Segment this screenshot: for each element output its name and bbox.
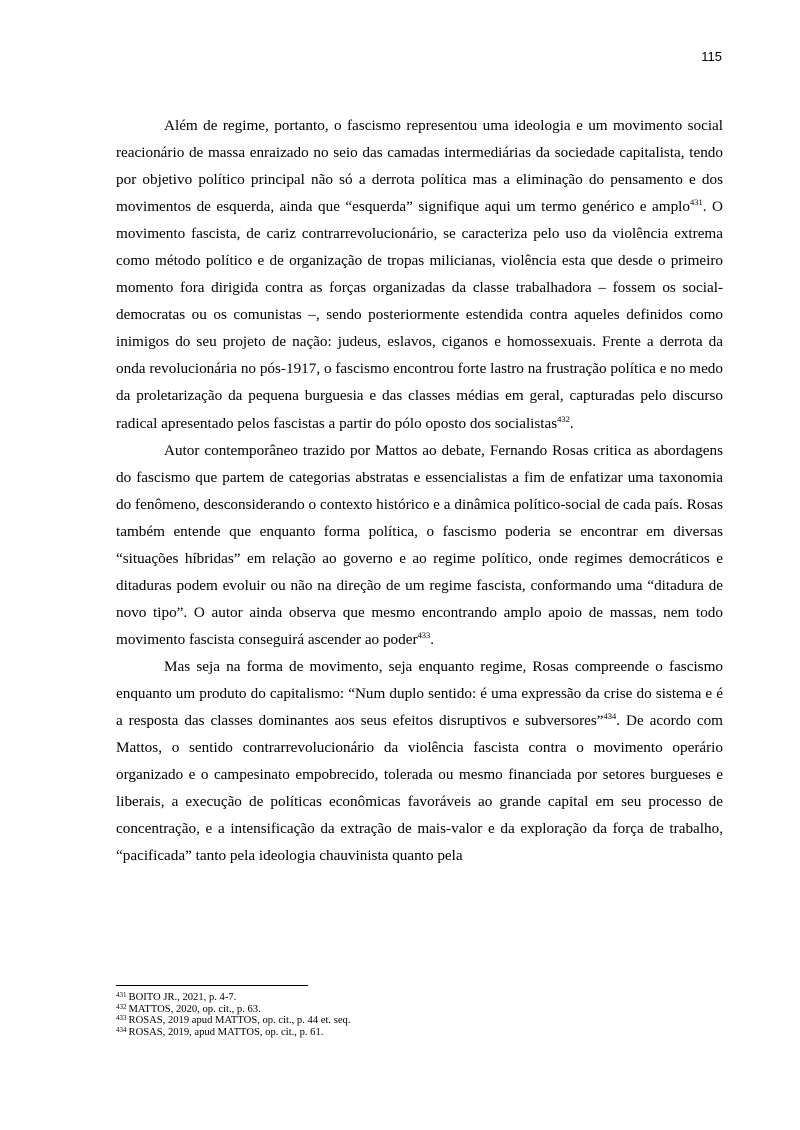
text-run: . De acordo com Mattos, o sentido contrarrevolucionário da violência fascista contra o movimento operário organizado e o campesinato empobrecido, tolerada ou mesmo financiada por setores burgueses e liberais, a execução de políticas econômicas favoráveis ao grande capital em seu processo de concentração, e a intensificação da extração de mais-valor e da exploração da força de trabalho, “pacificada” tanto pela ideologia chauvinista quanto pela xyxy=(116,712,723,865)
footnote xyxy=(116,992,723,1004)
footnotes xyxy=(116,992,723,1039)
footnote-number: 431 xyxy=(116,991,127,999)
footnote-reference[interactable]: 431 xyxy=(690,197,703,208)
footnote xyxy=(116,1027,723,1039)
footnote-text: ROSAS, 2019, apud MATTOS, op. cit., p. 61. xyxy=(128,1027,324,1039)
paragraph xyxy=(116,437,723,653)
footnote-number: 432 xyxy=(116,1002,127,1011)
paragraph xyxy=(116,653,723,869)
footnote-reference[interactable]: 434 xyxy=(603,711,617,722)
footnote-text: BOITO JR., 2021, p. 4-7. xyxy=(128,992,237,1003)
footnote xyxy=(116,1015,723,1027)
body-text xyxy=(116,112,723,869)
text-run: Mas seja na forma de movimento, seja enquanto regime, Rosas compreende o fascismo enquanto um produto do capitalismo: “Num duplo sentido: é uma expressão da crise do sistema e é a resposta das classes dominantes aos seus efeitos disruptivos e subversores” xyxy=(116,657,723,730)
text-run: . O movimento fascista, de cariz contrarrevolucionário, se caracteriza pelo uso da violência extrema como método político e de organização de tropas milicianas, violência esta que desde o primeiro momento fora dirigida contra as forças organizadas da classe trabalhadora – fossem os social-democratas ou os comunistas –, sendo posteriormente estendida contra aqueles definidos como inimigos do seu projeto de nação: judeus, eslavos, ciganos e homossexuais. Frente a derrota da onda revolucionária no pós-1917, o fascismo encontrou forte lastro na frustração política e no medo da proletarização da pequena burguesia e das classes médias em geral, capturadas pelo discurso radical apresentado pelos fascistas a partir do pólo oposto dos socialistas xyxy=(116,198,723,432)
text-run: Além de regime, portanto, o fascismo representou uma ideologia e um movimento social reacionário de massa enraizado no seio das camadas intermediárias da sociedade capitalista, tendo por objetivo político principal não só a derrota política mas a eliminação do pensamento e dos movimentos de esquerda, ainda que “esquerda” signifique aqui um termo genérico e amplo xyxy=(116,117,723,216)
footnote-text: ROSAS, 2019 apud MATTOS, op. cit., p. 44 et. seq. xyxy=(128,1015,351,1027)
footnote xyxy=(116,1004,723,1016)
footnote-reference[interactable]: 432 xyxy=(557,413,570,424)
footnote-reference[interactable]: 433 xyxy=(417,629,431,640)
footnote-number: 433 xyxy=(116,1014,127,1023)
page-number: 115 xyxy=(701,49,722,64)
footnote-separator xyxy=(116,985,308,986)
text-run: . xyxy=(430,630,435,648)
paragraph xyxy=(116,112,723,437)
footnote-number: 434 xyxy=(116,1026,127,1035)
text-run: . xyxy=(569,414,574,432)
footnote-text: MATTOS, 2020, op. cit., p. 63. xyxy=(128,1003,261,1015)
text-run: Autor contemporâneo trazido por Mattos ao debate, Fernando Rosas critica as abordagens do fascismo que partem de categorias abstratas e essencialistas a fim de enfatizar uma taxonomia do fenômeno, desconsiderando o contexto histórico e a dinâmica político-social de cada país. Rosas também entende que enquanto forma política, o fascismo poderia se encontrar em diversas “situações híbridas” em relação ao governo e ao regime político, onde regimes democráticos e ditaduras podem evoluir ou não na direção de um regime fascista, conformando uma “ditadura de novo tipo”. O autor ainda observa que mesmo encontrando amplo apoio de massas, nem todo movimento fascista conseguirá ascender ao poder xyxy=(116,441,723,648)
